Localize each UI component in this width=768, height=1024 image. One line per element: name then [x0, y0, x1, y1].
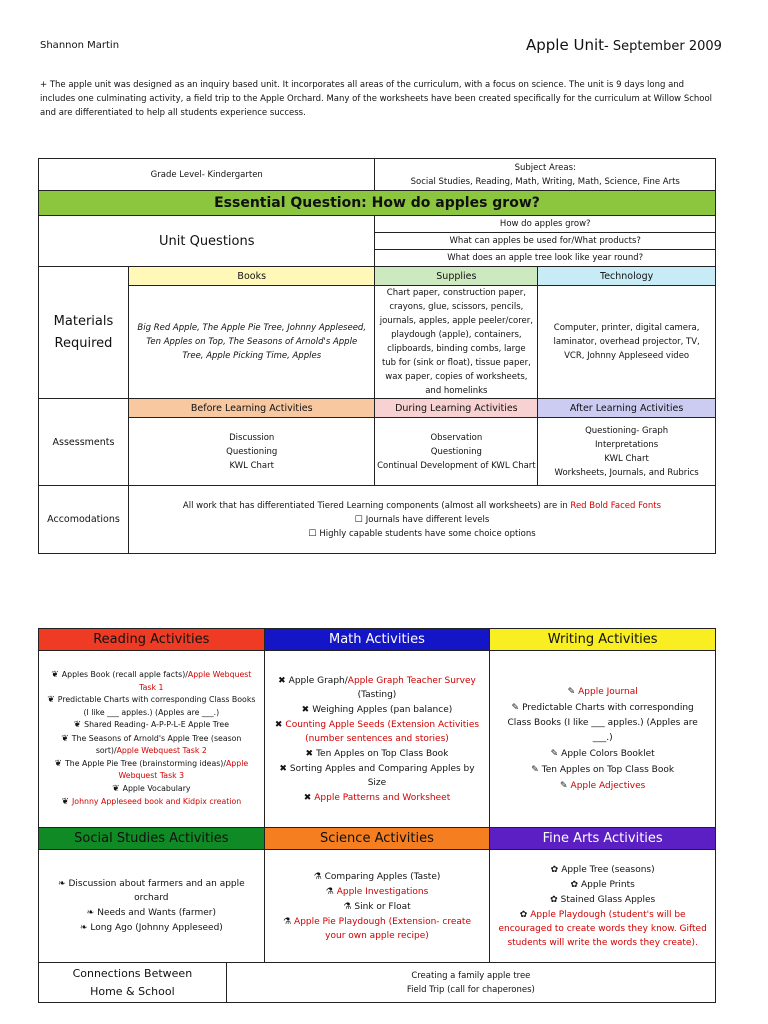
list-item	[498, 701, 707, 746]
item-text: Long Ago (Johnny Appleseed)	[90, 923, 223, 933]
checkbox-icon: ☐	[308, 528, 317, 539]
science-activities-header: Science Activities	[264, 828, 490, 850]
item-text: Apples Book (recall apple facts)/	[61, 670, 188, 680]
accommodation-text: All work that has differentiated Tiered Learning components (almost all worksheets) are in	[182, 500, 568, 511]
list-item	[498, 863, 707, 877]
accommodation-red-text: Red Bold Faced Fonts	[570, 500, 662, 511]
item-text: Sink or Float	[354, 901, 411, 912]
item-text: Apple Graph/	[288, 675, 348, 686]
cross-bullet-icon: ✖	[305, 748, 314, 759]
reading-activities-header: Reading Activities	[39, 629, 265, 651]
item-red-text: Apple Webquest Task 2	[116, 746, 207, 756]
item-text: Needs and Wants (farmer)	[97, 908, 216, 918]
item-red-text: Apple Adjectives	[570, 780, 646, 791]
item-text: The Apple Pie Tree (brainstorming ideas)/	[65, 758, 226, 768]
supplies-list: Chart paper, construction paper, crayons, glue, scissors, pencils, journals, apples, apple peeler/corer, playdough (apple), containers, clipboards, binding combs, large tub for (sink or float), tissue paper, wax paper, copies of worksheets, and homelinks	[375, 286, 538, 399]
unit-question-3: What does an apple tree look like year round?	[375, 250, 716, 267]
apple-bullet-icon: ❦	[51, 670, 59, 681]
list-item	[45, 796, 258, 809]
item-text: Apple Vocabulary	[122, 783, 191, 793]
list-item	[498, 685, 707, 700]
item-text: The Seasons of Arnold's Apple Tree (season sort)/	[71, 733, 242, 756]
beaker-bullet-icon: ⚗	[325, 886, 334, 897]
during-item: Observation	[430, 432, 483, 443]
accommodation-item	[129, 527, 715, 541]
item-red-text: Apple Patterns and Worksheet	[314, 792, 451, 803]
materials-label-line2: Required	[54, 335, 113, 351]
cross-bullet-icon: ✖	[303, 792, 312, 803]
item-text: Comparing Apples (Taste)	[324, 871, 441, 882]
beaker-bullet-icon: ⚗	[313, 871, 322, 882]
pencil-bullet-icon: ✎	[511, 702, 520, 713]
during-learning-list	[375, 418, 538, 486]
item-text: Ten Apples on Top Class Book	[316, 748, 449, 759]
list-item	[45, 669, 258, 693]
materials-label	[39, 267, 129, 399]
before-learning-list	[128, 418, 375, 486]
list-item	[47, 921, 256, 935]
connections-label-line2: Home & School	[90, 984, 175, 998]
materials-label-line1: Materials	[53, 313, 114, 329]
checkbox-icon: ☐	[354, 514, 363, 525]
before-item: KWL Chart	[229, 460, 274, 471]
palette-bullet-icon: ✿	[550, 864, 559, 875]
subject-areas-list: Social Studies, Reading, Math, Writing, Math, Science, Fine Arts	[410, 176, 680, 187]
before-item: Discussion	[229, 432, 275, 443]
beaker-bullet-icon: ⚗	[343, 901, 352, 912]
after-learning-header: After Learning Activities	[538, 399, 716, 418]
after-learning-list	[538, 418, 716, 486]
science-activities-list	[264, 850, 490, 963]
list-item	[498, 779, 707, 794]
list-item	[273, 762, 482, 790]
unit-questions-label: Unit Questions	[39, 216, 375, 267]
item-text: Apple Colors Booklet	[561, 748, 655, 759]
list-item	[498, 747, 707, 762]
pencil-bullet-icon: ✎	[531, 764, 539, 775]
math-activities-header: Math Activities	[264, 629, 490, 651]
cross-bullet-icon: ✖	[274, 719, 283, 730]
item-text: Shared Reading- A-P-P-L-E Apple Tree	[84, 720, 230, 730]
social-studies-activities-header: Social Studies Activities	[39, 828, 265, 850]
item-red-text: Johnny Appleseed book and Kidpix creation	[72, 797, 242, 807]
leaf-bullet-icon: ❧	[86, 908, 95, 918]
list-item	[498, 878, 707, 892]
list-item	[498, 908, 707, 950]
list-item	[273, 791, 482, 805]
palette-bullet-icon: ✿	[550, 894, 558, 905]
technology-header: Technology	[538, 267, 716, 286]
item-text: Predictable Charts with corresponding Class Books (I like ___ apples.) (Apples are ___.)	[507, 702, 698, 743]
connections-label-line1: Connections Between	[72, 966, 193, 980]
math-activities-list	[264, 651, 490, 828]
accommodation-item	[129, 513, 715, 527]
document-title	[526, 36, 722, 54]
list-item	[273, 885, 482, 899]
palette-bullet-icon: ✿	[570, 879, 578, 890]
apple-bullet-icon: ❦	[54, 758, 63, 769]
item-text: Weighing Apples (pan balance)	[312, 704, 453, 715]
list-item	[45, 783, 258, 796]
list-item	[273, 915, 482, 943]
list-item	[273, 718, 482, 746]
list-item	[45, 733, 258, 757]
accommodation-item	[129, 499, 715, 513]
unit-overview-table	[38, 158, 716, 554]
activities-table	[38, 628, 716, 1003]
item-text: Apple Prints	[580, 879, 635, 890]
apple-bullet-icon: ❦	[112, 783, 120, 794]
list-item	[273, 747, 482, 761]
item-text: Predictable Charts with corresponding Class Books (I like ___ apples.) (Apples are ___.)	[57, 695, 256, 717]
apple-bullet-icon: ❦	[61, 797, 69, 808]
item-text: Apple Tree (seasons)	[561, 864, 655, 875]
after-item: KWL Chart	[604, 453, 649, 464]
item-text: Ten Apples on Top Class Book	[541, 764, 675, 775]
leaf-bullet-icon: ❧	[57, 879, 66, 889]
list-item	[45, 719, 258, 732]
during-learning-header: During Learning Activities	[375, 399, 538, 418]
title-main: Apple Unit	[526, 36, 605, 54]
leaf-bullet-icon: ❧	[79, 923, 88, 933]
essential-question: Essential Question: How do apples grow?	[39, 191, 716, 216]
during-item: Questioning	[430, 446, 482, 457]
fine-arts-activities-list	[490, 850, 716, 963]
unit-question-2: What can apples be used for/What products?	[375, 233, 716, 250]
palette-bullet-icon: ✿	[519, 909, 528, 920]
pencil-bullet-icon: ✎	[550, 748, 559, 759]
connections-label	[39, 963, 227, 1003]
subject-areas-title: Subject Areas:	[514, 162, 576, 173]
after-item: Questioning- Graph	[585, 425, 669, 436]
assessments-label: Assessments	[39, 399, 129, 486]
technology-list: Computer, printer, digital camera, laminator, overhead projector, TV, VCR, Johnny Appleseed video	[538, 286, 716, 399]
writing-activities-header: Writing Activities	[490, 629, 716, 651]
before-item: Questioning	[226, 446, 278, 457]
connection-item: Creating a family apple tree	[411, 970, 531, 981]
pencil-bullet-icon: ✎	[567, 686, 576, 697]
books-list: Big Red Apple, The Apple Pie Tree, Johnny Appleseed, Ten Apples on Top, The Seasons of Arnold's Apple Tree, Apple Picking Time, Apples	[128, 286, 375, 399]
item-red-text: Apple Investigations	[336, 886, 429, 897]
item-text: Sorting Apples and Comparing Apples by Size	[289, 763, 475, 788]
list-item	[47, 877, 256, 905]
cross-bullet-icon: ✖	[279, 763, 287, 774]
social-studies-activities-list	[39, 850, 265, 963]
item-red-text: Apple Webquest Task 3	[118, 758, 249, 781]
item-text: Stained Glass Apples	[560, 894, 656, 905]
item-red-text: Apple Graph Teacher Survey	[347, 675, 476, 686]
fine-arts-activities-header: Fine Arts Activities	[490, 828, 716, 850]
before-learning-header: Before Learning Activities	[128, 399, 375, 418]
list-item	[45, 694, 258, 718]
list-item	[45, 758, 258, 782]
beaker-bullet-icon: ⚗	[282, 916, 292, 927]
author-name: Shannon Martin	[40, 40, 120, 51]
list-item	[498, 763, 707, 778]
subject-areas	[375, 159, 716, 191]
connection-item: Field Trip (call for chaperones)	[406, 984, 535, 995]
list-item	[273, 900, 482, 914]
list-item	[273, 870, 482, 884]
list-item	[47, 906, 256, 920]
intro-paragraph: + The apple unit was designed as an inquiry based unit. It incorporates all areas of the curriculum, with a focus on science. The unit is 9 days long and includes one culminating activity, a field trip to the Apple Orchard. Many of the worksheets have been created specifically for the curriculum at Willow School and are differentiated to help all students experience success.	[40, 80, 713, 118]
books-header: Books	[128, 267, 375, 286]
cross-bullet-icon: ✖	[301, 704, 310, 715]
item-red-text: Apple Playdough (student's will be encouraged to create words they know. Gifted students will write the words they create).	[498, 909, 707, 948]
cross-bullet-icon: ✖	[278, 675, 286, 686]
list-item	[498, 893, 707, 907]
list-item	[273, 703, 482, 717]
accommodation-text: Highly capable students have some choice options	[319, 528, 536, 539]
reading-activities-list	[39, 651, 265, 828]
writing-activities-list	[490, 651, 716, 828]
item-red-text: Apple Webquest Task 1	[139, 670, 252, 692]
apple-bullet-icon: ❦	[47, 695, 55, 706]
pencil-bullet-icon: ✎	[559, 780, 568, 791]
grade-level: Grade Level- Kindergarten	[39, 159, 375, 191]
accommodation-text: Journals have different levels	[365, 514, 490, 525]
during-item: Continual Development of KWL Chart	[377, 460, 536, 471]
item-text: Discussion about farmers and an apple orchard	[68, 879, 245, 903]
after-item: Interpretations	[595, 439, 659, 450]
list-item	[273, 674, 482, 702]
accommodations-list	[128, 486, 715, 554]
item-red-text: Apple Pie Playdough (Extension- create your own apple recipe)	[294, 916, 471, 941]
item-red-text: Apple Journal	[578, 686, 638, 697]
supplies-header: Supplies	[375, 267, 538, 286]
title-rest: - September 2009	[604, 39, 722, 54]
after-item: Worksheets, Journals, and Rubrics	[554, 467, 699, 478]
accommodations-label: Accomodations	[39, 486, 129, 554]
connections-list	[226, 963, 715, 1003]
unit-question-1: How do apples grow?	[375, 216, 716, 233]
item-red-text: Counting Apple Seeds (Extension Activities (number sentences and stories)	[285, 719, 480, 744]
apple-bullet-icon: ❦	[61, 733, 69, 744]
item-text: (Tasting)	[357, 689, 397, 700]
apple-bullet-icon: ❦	[73, 720, 82, 731]
